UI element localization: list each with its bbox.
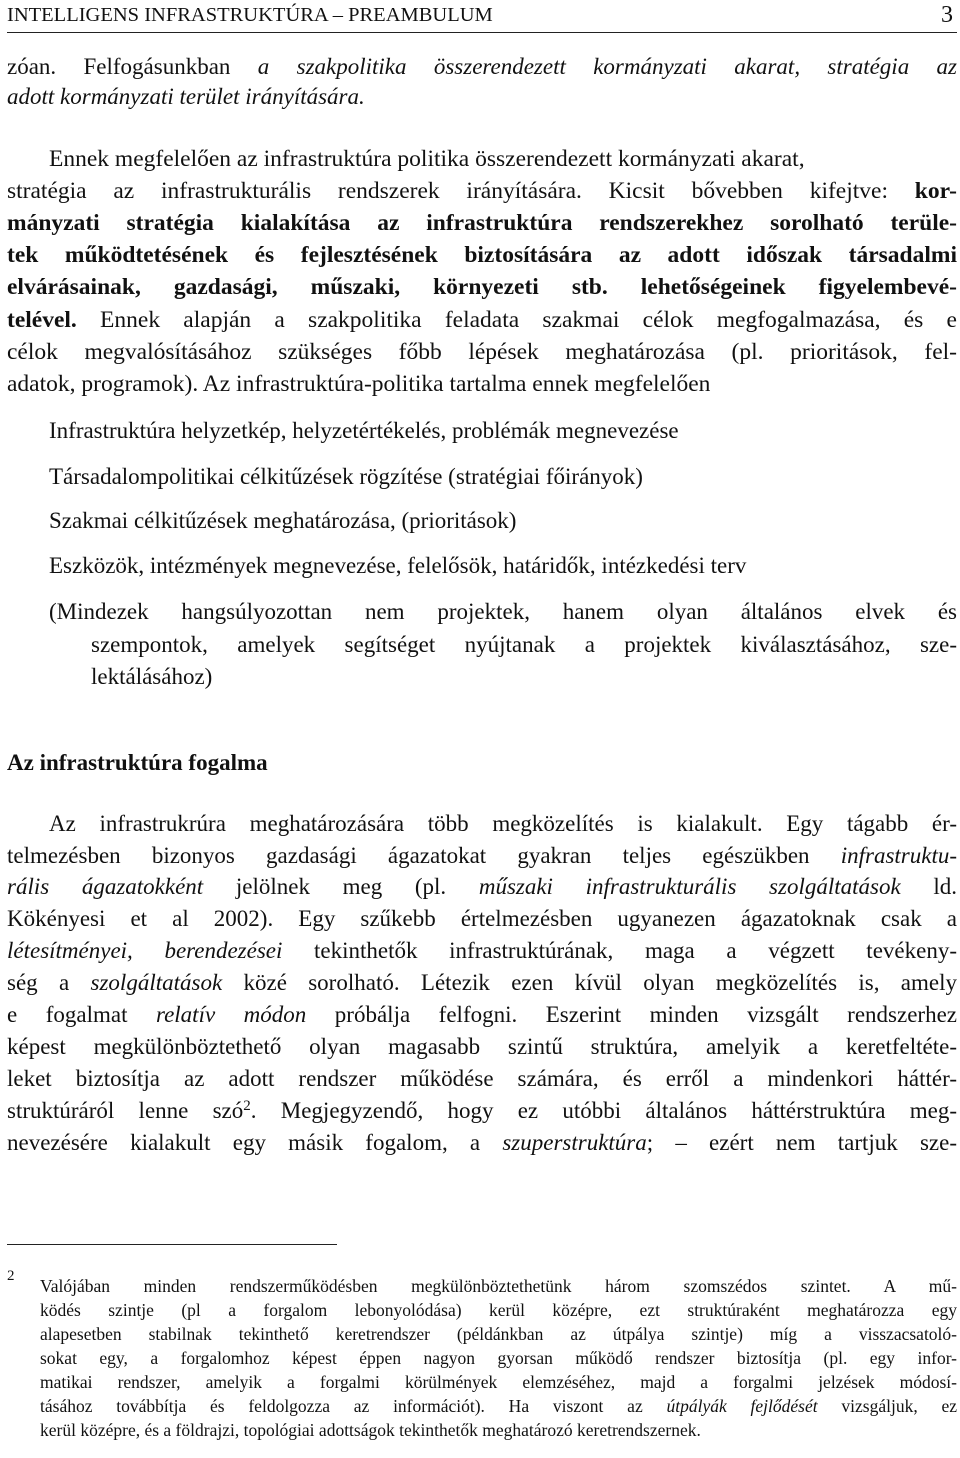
footnote-line: ködés szintje (pl a forgalom lebonyolódása) kerül középre, ezt struktúraként meghatározza egy — [40, 1300, 957, 1320]
footnote-line: alapesetben stabilnak tekinthető keretrendszer (példánkban az útpálya szintje) míg a visszacsatoló- — [40, 1324, 957, 1344]
paragraph-line: képest megkülönböztethető olyan magasabb szintű struktúra, amelyik a keretfeltéte- — [7, 1034, 957, 1059]
running-head-title: INTELLIGENS INFRASTRUKTÚRA – PREAMBULUM — [7, 4, 493, 26]
paragraph-line: tek működtetésének és fejlesztésének biztosítására az adott időszak társadalmi — [7, 242, 957, 268]
footnote-line: kerül középre, és a földrajzi, topológiai adottságok tekinthetők meghatározó keretrendszernek. — [40, 1420, 701, 1440]
paragraph-line: adott kormányzati terület irányítására. — [7, 84, 365, 109]
footnote-line: matikai rendszer, amelyik a forgalmi körülmények elemzéséhez, majd a forgalmi jelzések módosí- — [40, 1372, 957, 1392]
page-number: 3 — [941, 2, 953, 28]
paragraph-line: ség a szolgáltatások közé sorolható. Létezik ezen kívül olyan megközelítés is, amely — [7, 970, 957, 995]
paragraph-line: Az infrastrukrúra meghatározására több megközelítés is kialakult. Egy tágabb ér- — [49, 811, 957, 836]
list-item: (Mindezek hangsúlyozottan nem projektek, hanem olyan általános elvek és — [49, 599, 957, 624]
paragraph-line: adatok, programok). Az infrastruktúra-politika tartalma ennek megfelelően — [7, 371, 711, 397]
footnote-line: Valójában minden rendszerműködésben megkülönböztethetünk három szomszédos szintet. A mű- — [40, 1276, 957, 1296]
footnote-separator — [7, 1244, 337, 1245]
footnote-line: sokat egy, a forgalomhoz képest éppen nagyon gyorsan működő rendszer biztosítja (pl. egy infor- — [40, 1348, 957, 1368]
paragraph-line: Ennek megfelelően az infrastruktúra politika összerendezett kormányzati akarat, — [49, 146, 805, 172]
paragraph-line: létesítményei, berendezései tekinthetők infrastruktúrának, maga a végzett tevékeny- — [7, 938, 957, 963]
running-head — [7, 0, 957, 33]
list-item: Eszközök, intézmények megnevezése, felelősök, határidők, intézkedési terv — [49, 553, 747, 578]
paragraph-line: nevezésére kialakult egy másik fogalom, a szuperstruktúra; – ezért nem tartjuk sze- — [7, 1130, 958, 1155]
section-heading: Az infrastruktúra fogalma — [7, 750, 268, 775]
paragraph-line: telmezésben bizonyos gazdasági ágazatokat gyakran teljes egészükben infrastruktu- — [7, 843, 957, 868]
paragraph-line: elvárásainak, gazdasági, műszaki, környezeti stb. lehetőségeinek figyelembevé- — [7, 274, 957, 300]
paragraph-line: e fogalmat relatív módon próbálja felfogni. Eszerint minden vizsgált rendszerhez — [7, 1002, 957, 1027]
paragraph-line: zóan. Felfogásunkban a szakpolitika összerendezett kormányzati akarat, stratégia az — [7, 54, 957, 79]
footnote-line: tásához továbbítja és feldolgozza az információt). Ha viszont az útpályák fejlődését vizsgáljuk, ez — [40, 1396, 957, 1416]
paragraph-line: telével. Ennek alapján a szakpolitika feladata szakmai célok megfogalmazása, és e — [7, 307, 957, 333]
paragraph-line: leket biztosítja az adott rendszer működése számára, és erről a mindenkori háttér- — [7, 1066, 957, 1091]
paragraph-line: mányzati stratégia kialakítása az infrastruktúra rendszerekhez sorolható terüle- — [7, 210, 957, 236]
list-item: Szakmai célkitűzések meghatározása, (prioritások) — [49, 508, 517, 533]
paragraph-line: stratégia az infrastrukturális rendszerek irányítására. Kicsit bővebben kifejtve: kor- — [7, 178, 957, 204]
list-item: Infrastruktúra helyzetkép, helyzetértékelés, problémák megnevezése — [49, 418, 679, 443]
footnote-number: 2 — [7, 1268, 15, 1284]
paragraph-line: rális ágazatokként jelölnek meg (pl. műszaki infrastrukturális szolgáltatások ld. — [7, 874, 957, 899]
list-item-continuation: szempontok, amelyek segítséget nyújtanak a projektek kiválasztásához, sze- — [91, 632, 957, 657]
list-item: Társadalompolitikai célkitűzések rögzítése (stratégiai főirányok) — [49, 464, 643, 489]
paragraph-line: struktúráról lenne szó$^2$. Megjegyzendő, hogy ez utóbbi általános háttérstruktúra meg- — [7, 1098, 957, 1123]
footnote-reference[interactable]: 2 — [243, 1098, 251, 1114]
paragraph-line: Kökényesi et al 2002). Egy szűkebb értelmezésben ugyanezen ágazatoknak csak a — [7, 906, 957, 931]
paragraph-line: célok megvalósításához szükséges főbb lépések meghatározása (pl. prioritások, fel- — [7, 339, 957, 365]
list-item-continuation: lektálásához) — [91, 664, 213, 689]
